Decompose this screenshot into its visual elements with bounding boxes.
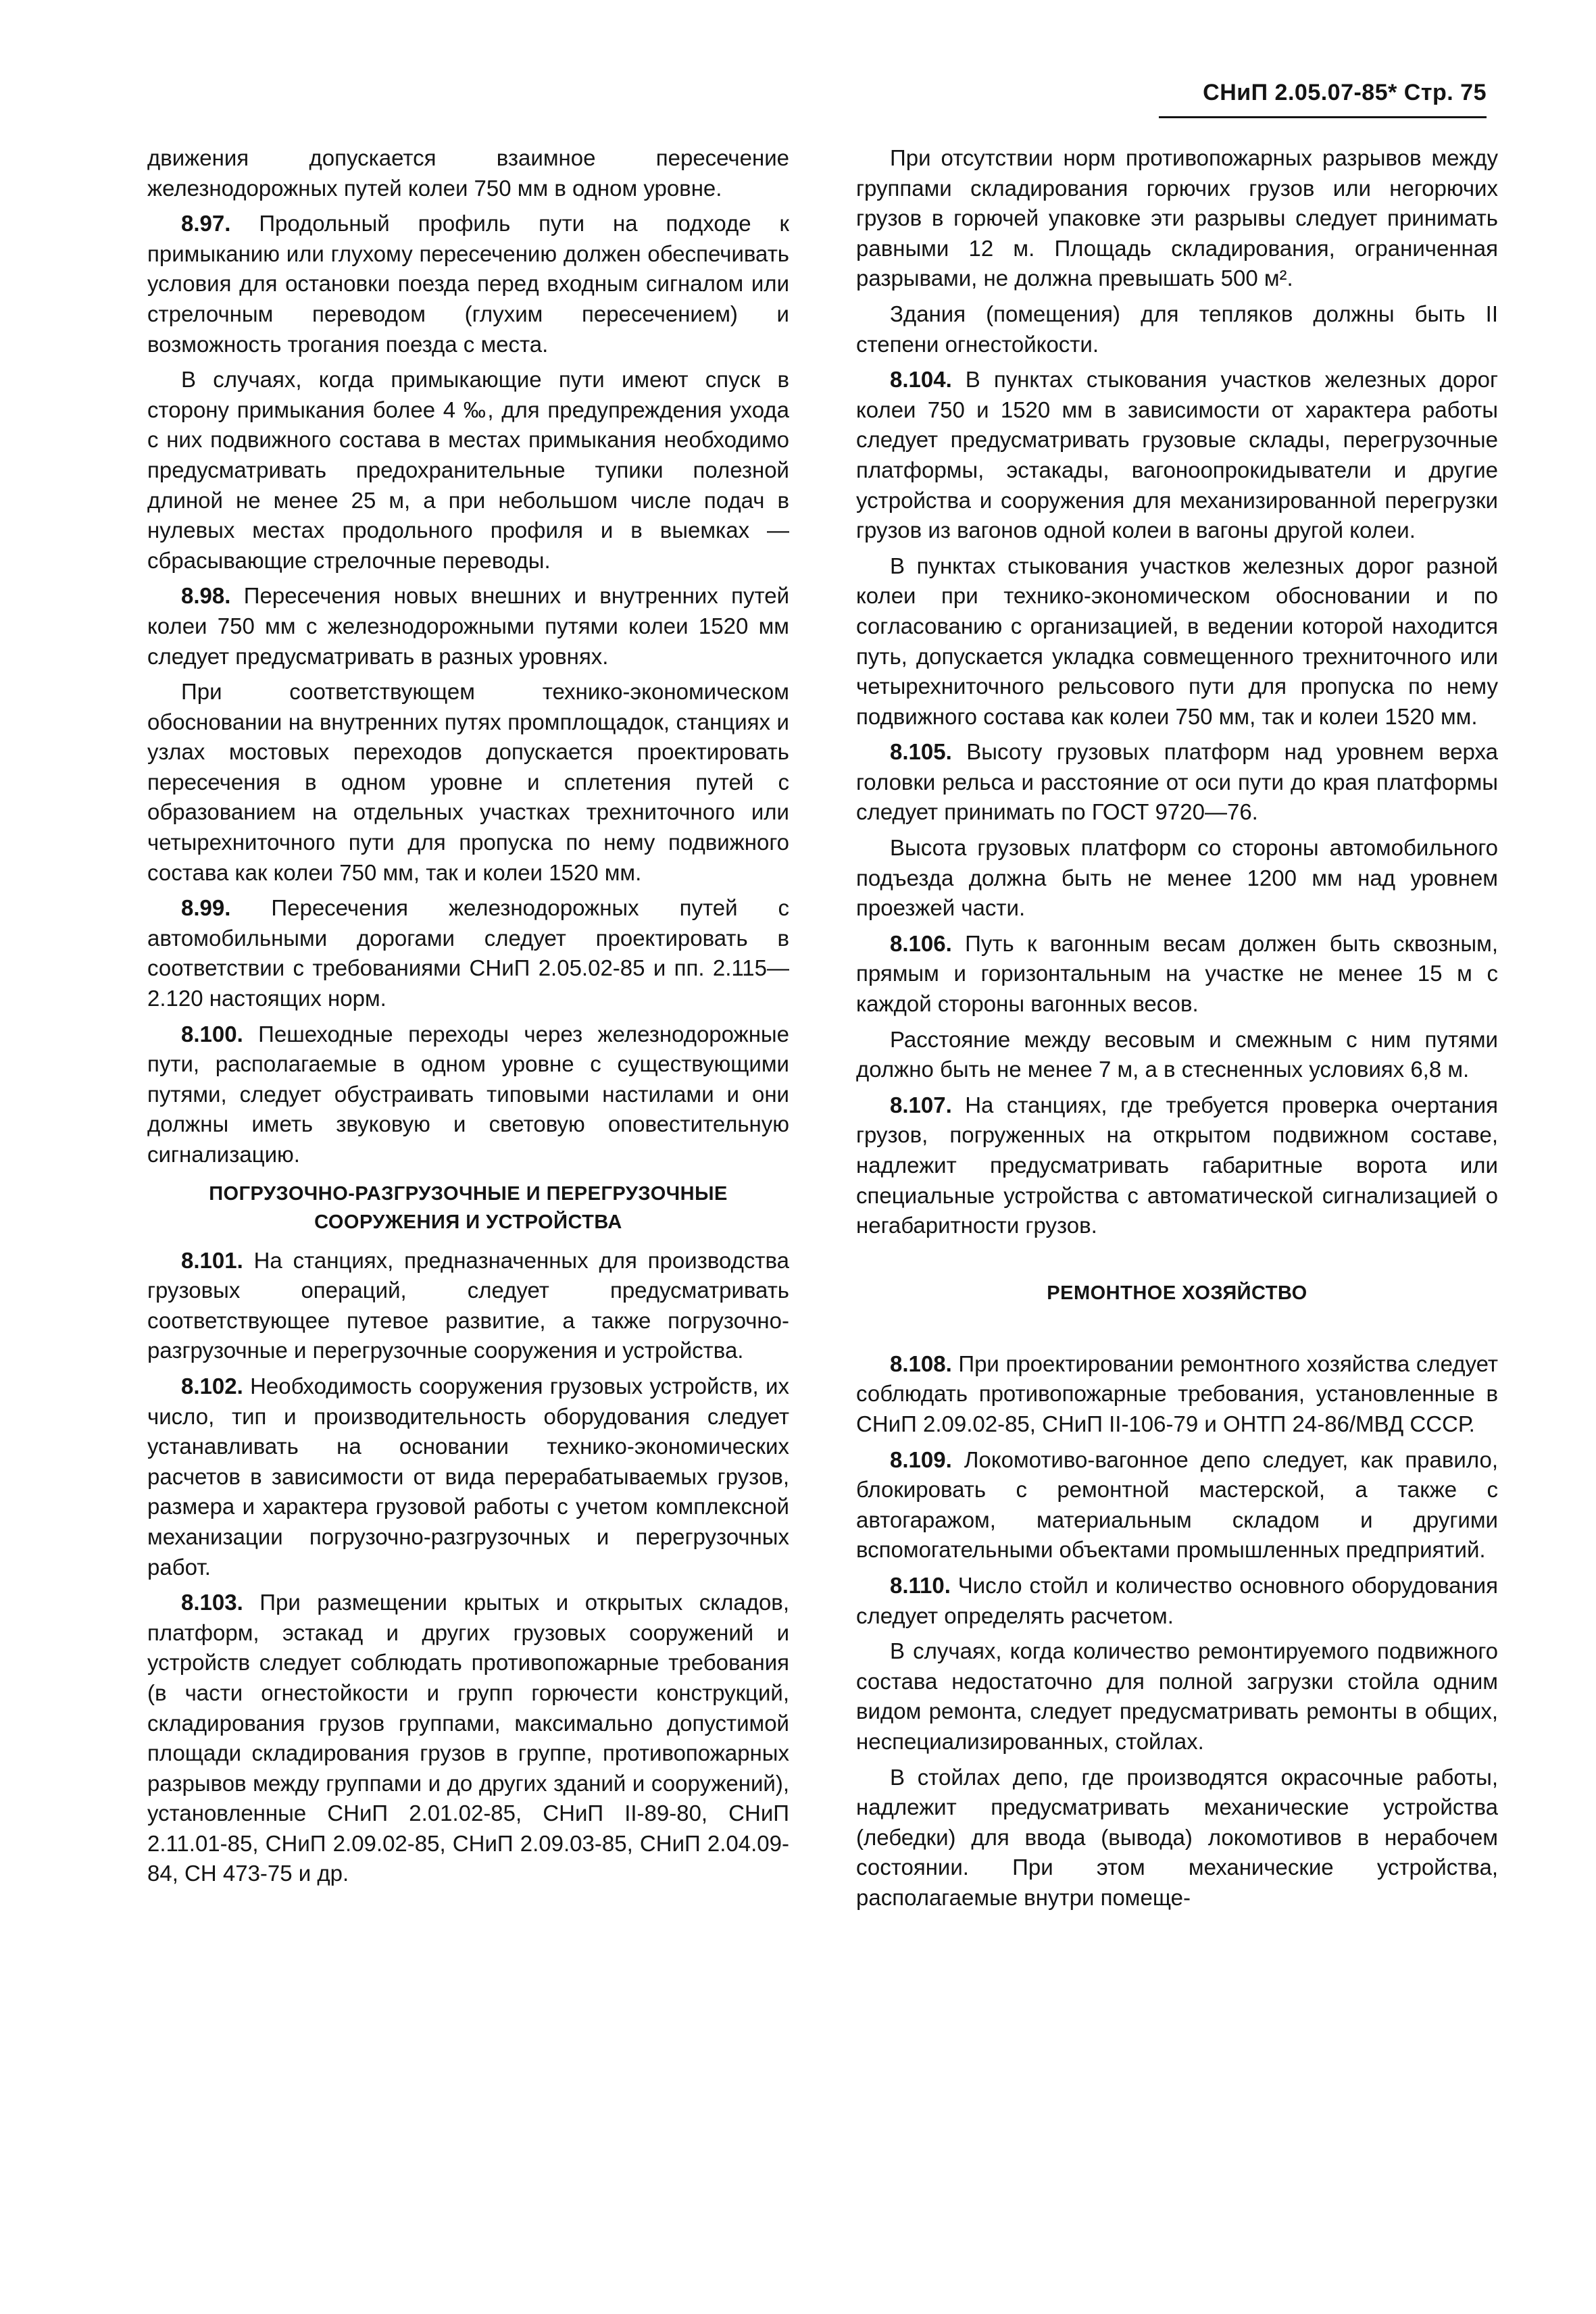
page-header: СНиП 2.05.07-85* Стр. 75 — [1203, 80, 1487, 105]
paragraph — [856, 299, 1498, 359]
paragraph-text: Здания (помещения) для тепляков должны быть II степени огнестойкости. — [856, 301, 1498, 357]
paragraph-text: В пунктах стыкования участков железных дорог колеи 750 и 1520 мм в зависимости от характера работы следует предусматривать грузовые склады, перегрузочные платформы, эстакады, вагоноопрокидыватели и другие устройства и сооружения для механизированной перегрузки грузов из вагонов одной колеи в вагоны другой колеи. — [856, 367, 1498, 543]
paragraph — [856, 1636, 1498, 1757]
clause-number: 8.103. — [181, 1590, 243, 1615]
clause-number: 8.102. — [181, 1373, 243, 1399]
clause-number: 8.105. — [890, 739, 952, 765]
paragraph-text: На станциях, предназначенных для производства грузовых операций, следует предусматривать соответствующее путевое развитие, а также погрузочно-разгрузочные и перегрузочные сооружения и устройства. — [147, 1247, 789, 1363]
paragraph-text: Высота грузовых платформ со стороны автомобильного подъезда должна быть не менее 1200 мм над уровнем проезжей части. — [856, 835, 1498, 921]
paragraph-text: Высоту грузовых платформ над уровнем верха головки рельса и расстояние от оси пути до края платформы следует принимать по ГОСТ 9720—76. — [856, 739, 1498, 825]
paragraph-text: Путь к вагонным весам должен быть сквозным, прямым и горизонтальным на участке не менее 15 м с каждой стороны вагонных весов. — [856, 930, 1498, 1017]
paragraph-text: движения допускается взаимное пересечение железнодорожных путей колеи 750 мм в одном уровне. — [147, 145, 789, 201]
paragraph — [856, 1763, 1498, 1913]
clause-number: 8.99. — [181, 895, 231, 921]
paragraph-text: В случаях, когда примыкающие пути имеют спуск в сторону примыкания более 4 ‰, для предупреждения ухода с них подвижного состава в местах примыкания необходимо предусматривать предохранительные тупики полезной длиной не менее 25 м, а при небольшом числе подач в нулевых местах продольного профиля и в выемках — сбрасывающие стрелочные переводы. — [147, 367, 789, 573]
paragraph-text: В пунктах стыкования участков железных дорог разной колеи при технико-экономическом обосновании и по согласованию с организацией, в ведении которой находится путь, допускается укладка совмещенного трехниточного или четырехниточного рельсового пути для пропуска по нему подвижного состава как колеи 750 мм, так и колеи 1520 мм. — [856, 553, 1498, 729]
paragraph-text: Необходимость сооружения грузовых устройств, их число, тип и производительность оборудования следует устанавливать на основании технико-экономических расчетов в зависимости от вида перерабатываемых грузов, размера и характера грузовой работы с учетом комплексной механизации погрузочно-разгрузочных и перегрузочных работ. — [147, 1373, 789, 1580]
left-column — [147, 143, 789, 1894]
paragraph — [856, 1349, 1498, 1440]
paragraph-text: Продольный профиль пути на подходе к примыканию или глухому пересечению должен обеспечивать условия для остановки поезда перед входным сигналом или стрелочным переводом (глухим пересечением) и возможность трогания поезда с места. — [147, 211, 789, 357]
paragraph-text: Пересечения новых внешних и внутренних путей колеи 750 мм с железнодорожными путями колеи 1520 мм следует предусматривать в разных уровнях. — [147, 583, 789, 669]
clause-number: 8.101. — [181, 1247, 243, 1273]
paragraph-text: Локомотиво-вагонное депо следует, как правило, блокировать с ремонтной мастерской, а также с автогаражом, материальным складом и другими вспомогательными объектами промышленных предприятий. — [856, 1447, 1499, 1563]
paragraph-text: Число стойл и количество основного оборудования следует определять расчетом. — [856, 1572, 1498, 1628]
paragraph-text: Пересечения железнодорожных путей с автомобильными дорогами следует проектировать в соответствии с требованиями СНиП 2.05.02-85 и пп. 2.115—2.120 настоящих норм. — [147, 895, 789, 1011]
paragraph — [147, 581, 789, 672]
paragraph — [147, 893, 789, 1013]
paragraph — [856, 1090, 1498, 1241]
paragraph — [856, 1445, 1498, 1565]
paragraph-text: В случаях, когда количество ремонтируемого подвижного состава недостаточно для полной загрузки стойла одним видом ремонта, следует предусматривать ремонты в общих, неспециализированных, стойлах. — [856, 1638, 1498, 1754]
header-rule — [1159, 116, 1487, 118]
clause-number: 8.108. — [890, 1351, 952, 1376]
clause-number: 8.98. — [181, 583, 231, 609]
clause-number: 8.100. — [181, 1021, 243, 1047]
paragraph — [856, 737, 1498, 828]
paragraph — [147, 1588, 789, 1889]
paragraph — [147, 1246, 789, 1366]
paragraph — [856, 143, 1498, 294]
clause-number: 8.110. — [890, 1572, 951, 1598]
section-heading: ПОГРУЗОЧНО-РАЗГРУЗОЧНЫЕ И ПЕРЕГРУЗОЧНЫЕ СООРУЖЕНИЯ И УСТРОЙСТВА — [209, 1182, 728, 1233]
right-column — [856, 143, 1498, 1918]
clause-number: 8.106. — [890, 930, 952, 956]
paragraph — [856, 551, 1498, 732]
paragraph-text: На станциях, где требуется проверка очертания грузов, погруженных на открытом подвижном составе, надлежит предусматривать габаритные ворота или специальные устройства с автоматической сигнализацией о негабаритности грузов. — [856, 1092, 1498, 1238]
paragraph — [147, 677, 789, 888]
clause-number: 8.109. — [890, 1447, 952, 1472]
section-heading: РЕМОНТНОЕ ХОЗЯЙСТВО — [1047, 1282, 1307, 1304]
paragraph-text: Расстояние между весовым и смежным с ним путями должно быть не менее 7 м, а в стесненных условиях 6,8 м. — [856, 1026, 1498, 1082]
paragraph — [856, 365, 1498, 546]
paragraph — [147, 143, 789, 203]
paragraph-text: При отсутствии норм противопожарных разрывов между группами складирования горючих грузов или негорючих грузов в горючей упаковке эти разрывы следует принимать равными 12 м. Площадь складирования, ограниченная разрывами, не должна превышать 500 м². — [856, 145, 1498, 291]
paragraph — [856, 1571, 1498, 1631]
clause-number: 8.97. — [181, 211, 231, 236]
paragraph-text: Пешеходные переходы через железнодорожные пути, располагаемые в одном уровне с существующими путями, следует обустраивать типовыми настилами и они должны иметь звуковую и световую оповестительную сигнализацию. — [147, 1021, 790, 1167]
paragraph — [147, 209, 789, 359]
paragraph-text: При соответствующем технико-экономическом обосновании на внутренних путях промплощадок, станциях и узлах мостовых переходов допускается проектировать пересечения в одном уровне и сплетения путей с образованием на отдельных участках трехниточного или четырехниточного пути для пропуска по нему подвижного состава как колеи 750 мм, так и колеи 1520 мм. — [147, 679, 789, 885]
paragraph — [856, 1025, 1498, 1085]
paragraph — [147, 365, 789, 576]
paragraph — [856, 929, 1498, 1020]
paragraph — [147, 1020, 789, 1170]
clause-number: 8.107. — [890, 1092, 952, 1117]
paragraph-text: В стойлах депо, где производятся окрасочные работы, надлежит предусматривать механические устройства (лебедки) для ввода (вывода) локомотивов в нерабочем состоянии. При этом механические устройства, располагаемые внутри помеще- — [856, 1764, 1498, 1910]
paragraph — [147, 1372, 789, 1582]
paragraph-text: При размещении крытых и открытых складов, платформ, эстакад и других грузовых сооружений и устройств следует соблюдать противопожарные требования (в части огнестойкости и групп горючести конструкций, складирования грузов группами, максимально допустимой площади складирования грузов в группе, противопожарных разрывов между группами и до других зданий и сооружений), установленные СНиП 2.01.02-85, СНиП II-89-80, СНиП 2.11.01-85, СНиП 2.09.02-85, СНиП 2.09.03-85, СНиП 2.04.09-84, СН 473-75 и др. — [147, 1590, 790, 1886]
paragraph-text: При проектировании ремонтного хозяйства следует соблюдать противопожарные требования, установленные в СНиП 2.09.02-85, СНиП II-106-79 и ОНТП 24-86/МВД СССР. — [856, 1351, 1498, 1436]
clause-number: 8.104. — [890, 367, 952, 393]
paragraph — [856, 833, 1498, 924]
